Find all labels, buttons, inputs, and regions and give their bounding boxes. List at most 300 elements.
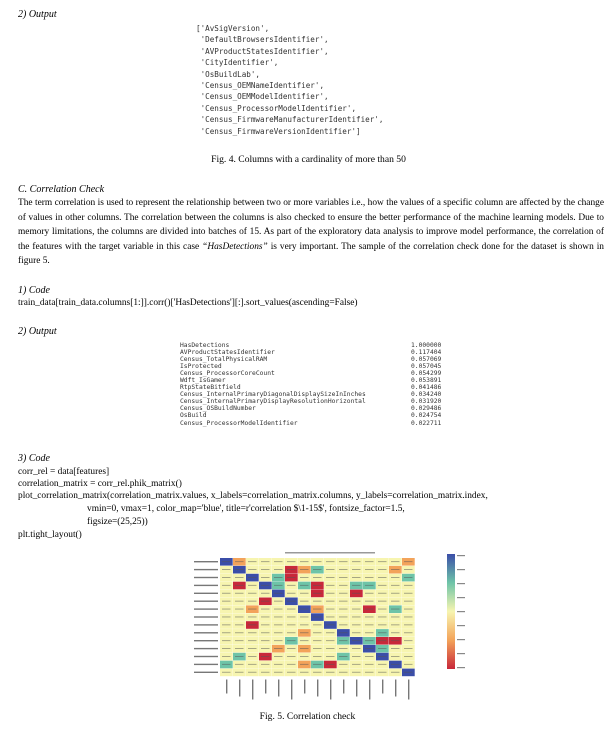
heatmap-cell-value-mark <box>274 656 283 657</box>
heatmap-cell-value-mark <box>339 561 348 562</box>
heatmap-cell-value-mark <box>352 632 361 633</box>
heatmap-cell-value-mark <box>274 561 283 562</box>
heatmap-cell-value-mark <box>378 632 387 633</box>
heatmap-cell-value-mark <box>391 585 400 586</box>
heatmap-cell-value-mark <box>339 664 348 665</box>
heatmap-x-label-mark <box>304 680 305 694</box>
heatmap-cell-value-mark <box>261 577 270 578</box>
heatmap-cell-value-mark <box>287 617 296 618</box>
heatmap-cell-value-mark <box>287 593 296 594</box>
heatmap-cell-value-mark <box>235 648 244 649</box>
heatmap-cell-value-mark <box>274 601 283 602</box>
heatmap-cell-value-mark <box>222 561 231 562</box>
heatmap-cell-value-mark <box>339 640 348 641</box>
heatmap-cell-value-mark <box>261 569 270 570</box>
heatmap-y-label-mark <box>194 585 218 586</box>
heatmap-y-label-mark <box>194 664 218 665</box>
heatmap-cell-value-mark <box>274 648 283 649</box>
heatmap-y-label-mark <box>194 577 218 578</box>
heatmap-cell-value-mark <box>391 672 400 673</box>
feature-name: Census_ProcessorModelIdentifier <box>180 419 298 427</box>
heatmap-cell-value-mark <box>300 609 309 610</box>
heatmap-cell-value-mark <box>287 664 296 665</box>
heatmap-cell-value-mark <box>339 577 348 578</box>
heatmap-cell-value-mark <box>261 656 270 657</box>
heatmap-cell-value-mark <box>404 632 413 633</box>
heatmap-cell-value-mark <box>339 632 348 633</box>
heatmap-cell-value-mark <box>391 648 400 649</box>
heatmap-y-label-mark <box>194 616 218 617</box>
feature-corr-value: 0.031920 <box>411 398 442 406</box>
heatmap-cell-value-mark <box>261 617 270 618</box>
heatmap-x-label-mark <box>317 680 318 697</box>
heatmap-x-label-mark <box>356 680 357 697</box>
paragraph-text-end: is very important. The sample of the correlation check done for the dataset is shown in figure 5. <box>18 241 604 267</box>
heatmap-cell-value-mark <box>404 648 413 649</box>
heatmap-cell-value-mark <box>365 640 374 641</box>
heatmap-x-label-mark <box>343 680 344 694</box>
heatmap-cell-value-mark <box>365 561 374 562</box>
heatmap-cell-value-mark <box>235 664 244 665</box>
heatmap-cell-value-mark <box>274 672 283 673</box>
heatmap-cell-value-mark <box>378 601 387 602</box>
heatmap-cell-value-mark <box>378 624 387 625</box>
feature-corr-value: 1.000000 <box>411 342 442 349</box>
heatmap-cell-value-mark <box>222 593 231 594</box>
column-name-line: 'Census_FirmwareManufacturerIdentifier', <box>196 115 384 125</box>
heatmap-y-label-mark <box>194 569 218 570</box>
heatmap-cell-value-mark <box>261 664 270 665</box>
column-name-line: 'AVProductStatesIdentifier', <box>196 46 329 56</box>
heatmap-cell-value-mark <box>352 577 361 578</box>
column-name-line: 'Census_OEMNameIdentifier', <box>196 81 325 91</box>
heatmap-cell-value-mark <box>365 577 374 578</box>
heatmap-cell-value-mark <box>313 664 322 665</box>
code3-line-5: figsize=(25,25)) <box>87 517 148 527</box>
heatmap-cell-value-mark <box>261 624 270 625</box>
output2-heading: 2) Output <box>18 326 57 337</box>
heatmap-x-label-mark <box>278 680 279 697</box>
heatmap-cell-value-mark <box>365 632 374 633</box>
heatmap-cell-value-mark <box>326 561 335 562</box>
heatmap-cell-value-mark <box>378 648 387 649</box>
heatmap-cell-value-mark <box>235 569 244 570</box>
fig5-caption: Fig. 5. Correlation check <box>259 711 356 722</box>
heatmap-cell-value-mark <box>352 656 361 657</box>
heatmap-cell-value-mark <box>222 585 231 586</box>
heatmap-cell-value-mark <box>235 561 244 562</box>
heatmap-cell-value-mark <box>404 593 413 594</box>
heatmap-cell-value-mark <box>378 609 387 610</box>
heatmap-cell-value-mark <box>261 609 270 610</box>
heatmap-cell-value-mark <box>365 672 374 673</box>
heatmap-cell-value-mark <box>261 672 270 673</box>
heatmap-x-label-mark <box>408 680 409 700</box>
heatmap-cell-value-mark <box>326 656 335 657</box>
heatmap-cell-value-mark <box>222 664 231 665</box>
heatmap-y-label-mark <box>194 656 218 657</box>
colorbar-tick-mark <box>457 611 465 612</box>
heatmap-cell-value-mark <box>274 593 283 594</box>
feature-name: Wdft_IsGamer <box>180 377 226 385</box>
heatmap-cell-value-mark <box>313 624 322 625</box>
heatmap-x-label-mark <box>291 680 292 700</box>
heatmap-x-label-mark <box>239 680 240 697</box>
heatmap-cell-value-mark <box>248 561 257 562</box>
heatmap-cell-value-mark <box>261 561 270 562</box>
heatmap-cell-value-mark <box>222 617 231 618</box>
column-name-line: 'CityIdentifier', <box>196 58 279 68</box>
heatmap-cell-value-mark <box>300 617 309 618</box>
heatmap-cell-value-mark <box>300 561 309 562</box>
heatmap-cell-value-mark <box>235 593 244 594</box>
heatmap-cell-value-mark <box>313 593 322 594</box>
heatmap-cell-value-mark <box>365 585 374 586</box>
heatmap-cell-value-mark <box>300 577 309 578</box>
heatmap-cell-value-mark <box>287 632 296 633</box>
heatmap-cell-value-mark <box>300 656 309 657</box>
heatmap-x-label-mark <box>395 680 396 697</box>
column-name-line: 'DefaultBrowsersIdentifier', <box>196 35 329 45</box>
column-name-line: ['AvSigVersion', <box>196 24 270 33</box>
heatmap-cell-value-mark <box>248 656 257 657</box>
heatmap-cell-value-mark <box>287 561 296 562</box>
heatmap-cell-value-mark <box>378 593 387 594</box>
heatmap-y-label-mark <box>194 632 218 633</box>
heatmap-cell-value-mark <box>326 617 335 618</box>
heatmap-cell-value-mark <box>261 585 270 586</box>
heatmap-cell-value-mark <box>248 672 257 673</box>
heatmap-cell-value-mark <box>339 585 348 586</box>
heatmap-cell-value-mark <box>222 569 231 570</box>
heatmap-cell-value-mark <box>248 609 257 610</box>
heatmap-cell-value-mark <box>391 601 400 602</box>
code3-line-6: plt.tight_layout() <box>18 530 82 540</box>
heatmap-cell-value-mark <box>339 624 348 625</box>
heatmap-cell-value-mark <box>378 585 387 586</box>
output-heading-top: 2) Output <box>18 9 57 20</box>
feature-corr-value: 0.022711 <box>411 419 442 427</box>
heatmap-cell-value-mark <box>313 672 322 673</box>
heatmap-cell-value-mark <box>352 585 361 586</box>
heatmap-cell-value-mark <box>222 609 231 610</box>
heatmap-cell-value-mark <box>404 624 413 625</box>
heatmap-cell-value-mark <box>235 601 244 602</box>
heatmap-cell-value-mark <box>339 648 348 649</box>
colorbar-tick-mark <box>457 597 465 598</box>
heatmap-cell-value-mark <box>404 617 413 618</box>
heatmap-y-label-mark <box>194 593 218 594</box>
heatmap-cell-value-mark <box>235 672 244 673</box>
heatmap-cell-value-mark <box>235 624 244 625</box>
heatmap-cell-value-mark <box>300 640 309 641</box>
colorbar-tick-mark <box>457 555 465 556</box>
heatmap-y-label-mark <box>194 601 218 602</box>
heatmap-cell-value-mark <box>235 617 244 618</box>
heatmap-cell-value-mark <box>378 656 387 657</box>
heatmap-cell-value-mark <box>313 577 322 578</box>
feature-name: Census_ProcessorCoreCount <box>180 370 275 378</box>
heatmap-cell-value-mark <box>313 640 322 641</box>
heatmap-cell-value-mark <box>391 561 400 562</box>
heatmap-cell-value-mark <box>274 624 283 625</box>
heatmap-y-label-mark <box>194 648 218 649</box>
heatmap-cell-value-mark <box>404 585 413 586</box>
heatmap-cell-value-mark <box>391 593 400 594</box>
paragraph-text: The term correlation is used to represent the relationship between two or more variables i.e., how the values of a specific column are affected by the change of values in other columns. The correlation between the columns is also checked to ensure the better performance of the machine learning models. Due to memory limitations, the columns are divided into batches of 15. As part of the exploratory data analysis to improve model performance, the correlation of the features with the target variable in this case <box>18 198 604 252</box>
heatmap-cell-value-mark <box>274 585 283 586</box>
feature-corr-value: 0.054299 <box>411 370 442 378</box>
heatmap-cell-value-mark <box>326 664 335 665</box>
code3-line-2: correlation_matrix = corr_rel.phik_matrix() <box>18 479 182 489</box>
feature-name: Census_OSBuildNumber <box>180 405 256 413</box>
heatmap-cell-value-mark <box>300 624 309 625</box>
paragraph-emphasis: “HasDetections” <box>202 241 268 252</box>
heatmap-cell-value-mark <box>404 561 413 562</box>
heatmap-cell-value-mark <box>365 617 374 618</box>
heatmap-cell-value-mark <box>391 640 400 641</box>
heatmap-cell-value-mark <box>274 632 283 633</box>
heatmap-cell-value-mark <box>391 656 400 657</box>
column-name-line: 'Census_ProcessorModelIdentifier', <box>196 103 357 113</box>
heatmap-cell-value-mark <box>313 632 322 633</box>
heatmap-cell-value-mark <box>261 601 270 602</box>
heatmap-cell-value-mark <box>235 585 244 586</box>
heatmap-cell-value-mark <box>339 617 348 618</box>
heatmap-cell-value-mark <box>222 577 231 578</box>
heatmap-x-label-mark <box>382 680 383 694</box>
heatmap-cell-value-mark <box>248 601 257 602</box>
correlation-feature-names <box>180 342 366 427</box>
heatmap-cell-value-mark <box>326 640 335 641</box>
code3-line-3: plot_correlation_matrix(correlation_matrix.values, x_labels=correlation_matrix.columns, y_labels=correlation_matrix.index, <box>18 491 488 501</box>
code1-heading: 1) Code <box>18 285 50 296</box>
heatmap-cell-value-mark <box>391 664 400 665</box>
heatmap-cell-value-mark <box>378 577 387 578</box>
heatmap-cell-value-mark <box>404 656 413 657</box>
heatmap-cell-value-mark <box>365 624 374 625</box>
heatmap-cell-value-mark <box>313 561 322 562</box>
heatmap-cell-value-mark <box>235 609 244 610</box>
heatmap-cell-value-mark <box>261 632 270 633</box>
heatmap-cell-value-mark <box>313 609 322 610</box>
heatmap-x-label-mark <box>330 680 331 700</box>
heatmap-cell-value-mark <box>391 577 400 578</box>
heatmap-cell-value-mark <box>378 664 387 665</box>
heatmap-x-label-mark <box>226 680 227 694</box>
heatmap-y-label-mark <box>194 624 218 625</box>
heatmap-cell-value-mark <box>274 640 283 641</box>
code1-line: train_data[train_data.columns[1:]].corr()['HasDetections'][:].sort_values(ascending=False) <box>18 298 358 308</box>
feature-corr-value: 0.041486 <box>411 384 442 392</box>
heatmap-cell-value-mark <box>339 656 348 657</box>
heatmap-cell-value-mark <box>300 593 309 594</box>
heatmap-cell-value-mark <box>222 624 231 625</box>
heatmap-cell-value-mark <box>378 569 387 570</box>
code3-line-4: vmin=0, vmax=1, color_map='blue', title=r'correlation $\1-15$', fontsize_factor=1.5, <box>87 504 405 514</box>
heatmap-cell-value-mark <box>326 672 335 673</box>
heatmap-cell-value-mark <box>235 640 244 641</box>
heatmap-cell-value-mark <box>313 569 322 570</box>
heatmap-cell-value-mark <box>248 648 257 649</box>
heatmap-cell-value-mark <box>222 648 231 649</box>
heatmap-cell-value-mark <box>261 648 270 649</box>
heatmap-cell-value-mark <box>352 561 361 562</box>
heatmap-cell-value-mark <box>300 569 309 570</box>
colorbar-tick-mark <box>457 639 465 640</box>
heatmap-cell-value-mark <box>313 601 322 602</box>
heatmap-cell-value-mark <box>365 664 374 665</box>
colorbar-tick-mark <box>457 653 465 654</box>
heatmap-y-label-mark <box>194 672 218 673</box>
heatmap-cell-value-mark <box>339 569 348 570</box>
heatmap-cell-value-mark <box>352 648 361 649</box>
heatmap-cell-value-mark <box>404 664 413 665</box>
heatmap-cell-value-mark <box>352 593 361 594</box>
heatmap-cell-value-mark <box>326 585 335 586</box>
feature-corr-value: 0.057045 <box>411 363 442 371</box>
fig4-caption: Fig. 4. Columns with a cardinality of more than 50 <box>211 154 406 165</box>
heatmap-cell-value-mark <box>404 672 413 673</box>
heatmap-cell-value-mark <box>391 632 400 633</box>
heatmap-colorbar <box>446 553 468 671</box>
heatmap-cell-value-mark <box>287 640 296 641</box>
column-name-line: 'Census_OEMModelIdentifier', <box>196 92 329 102</box>
code3-line-1: corr_rel = data[features] <box>18 467 110 477</box>
heatmap-cell-value-mark <box>365 593 374 594</box>
heatmap-cell-value-mark <box>352 672 361 673</box>
heatmap-cell-value-mark <box>391 617 400 618</box>
colorbar-tick-mark <box>457 583 465 584</box>
heatmap-cell-value-mark <box>378 672 387 673</box>
heatmap-cell-value-mark <box>248 664 257 665</box>
heatmap-cell-value-mark <box>365 601 374 602</box>
heatmap-cell-value-mark <box>222 640 231 641</box>
heatmap-cell-value-mark <box>326 624 335 625</box>
heatmap-cell-value-mark <box>326 609 335 610</box>
heatmap-cell-value-mark <box>313 585 322 586</box>
column-name-line: 'OsBuildLab', <box>196 69 261 79</box>
heatmap-cell-value-mark <box>274 617 283 618</box>
heatmap-cell-value-mark <box>378 617 387 618</box>
feature-name: Census_InternalPrimaryDiagonalDisplaySizeInInches <box>180 391 366 399</box>
feature-name: HasDetections <box>180 342 230 349</box>
heatmap-cell-value-mark <box>248 640 257 641</box>
heatmap-cell-value-mark <box>378 561 387 562</box>
column-name-line: 'Census_FirmwareVersionIdentifier'] <box>196 126 361 136</box>
heatmap-cell-value-mark <box>365 609 374 610</box>
heatmap-cell-value-mark <box>287 648 296 649</box>
heatmap-cell-value-mark <box>287 585 296 586</box>
heatmap-cell-value-mark <box>248 577 257 578</box>
heatmap-cell-value-mark <box>313 617 322 618</box>
heatmap-cell-value-mark <box>352 601 361 602</box>
heatmap-cell-value-mark <box>326 569 335 570</box>
heatmap-cell-value-mark <box>326 648 335 649</box>
heatmap-cell-value-mark <box>365 648 374 649</box>
heatmap-cell-value-mark <box>313 656 322 657</box>
heatmap-cell-value-mark <box>378 640 387 641</box>
heatmap-cell-value-mark <box>222 601 231 602</box>
heatmap-cell-value-mark <box>300 585 309 586</box>
colorbar-tick-mark <box>457 569 465 570</box>
heatmap-cell-value-mark <box>222 632 231 633</box>
heatmap-cell-value-mark <box>352 617 361 618</box>
heatmap-x-label-mark <box>369 680 370 700</box>
heatmap-cell-value-mark <box>235 656 244 657</box>
heatmap-cell-value-mark <box>274 609 283 610</box>
feature-corr-value: 0.024754 <box>411 412 442 420</box>
heatmap-cell-value-mark <box>404 609 413 610</box>
heatmap-cell-value-mark <box>300 648 309 649</box>
heatmap-cell-value-mark <box>287 672 296 673</box>
feature-corr-value: 0.029486 <box>411 405 442 413</box>
heatmap-cell-value-mark <box>352 640 361 641</box>
heatmap-cell-value-mark <box>352 569 361 570</box>
heatmap-cell-value-mark <box>287 569 296 570</box>
colorbar-tick-mark <box>457 625 465 626</box>
heatmap-cell-value-mark <box>261 640 270 641</box>
heatmap-cell-value-mark <box>404 601 413 602</box>
heatmap-cell-value-mark <box>365 569 374 570</box>
heatmap-cell-value-mark <box>235 577 244 578</box>
feature-name: Census_TotalPhysicalRAM <box>180 356 268 364</box>
heatmap-cell-value-mark <box>248 593 257 594</box>
heatmap-cell-value-mark <box>300 601 309 602</box>
heatmap-cell-value-mark <box>352 664 361 665</box>
heatmap-x-label-mark <box>265 680 266 694</box>
heatmap-cell-value-mark <box>365 656 374 657</box>
heatmap-cell-value-mark <box>326 593 335 594</box>
heatmap-cell-value-mark <box>326 601 335 602</box>
feature-corr-value: 0.057069 <box>411 356 442 364</box>
heatmap-cell-value-mark <box>287 609 296 610</box>
code3-heading: 3) Code <box>18 453 50 464</box>
heatmap-cell-value-mark <box>339 609 348 610</box>
heatmap-cell-value-mark <box>404 569 413 570</box>
heatmap-y-label-mark <box>194 561 218 562</box>
heatmap-cell-value-mark <box>261 593 270 594</box>
heatmap-cell-value-mark <box>248 569 257 570</box>
feature-name: RtpStateBitfield <box>180 384 241 392</box>
heatmap-cell-value-mark <box>313 648 322 649</box>
heatmap-cell-value-mark <box>222 672 231 673</box>
heatmap-cell-value-mark <box>248 585 257 586</box>
feature-corr-value: 0.034240 <box>411 391 442 399</box>
correlation-paragraph <box>18 196 604 269</box>
colorbar-tick-mark <box>457 667 465 668</box>
heatmap-cell-value-mark <box>287 656 296 657</box>
heatmap-y-label-mark <box>194 640 218 641</box>
heatmap-cell-value-mark <box>287 601 296 602</box>
heatmap-cell-value-mark <box>300 664 309 665</box>
section-c-heading: C. Correlation Check <box>18 184 105 195</box>
heatmap-cell-value-mark <box>248 632 257 633</box>
heatmap-cell-value-mark <box>235 632 244 633</box>
heatmap-cell-value-mark <box>404 577 413 578</box>
heatmap-cell-value-mark <box>339 672 348 673</box>
heatmap-cell-value-mark <box>274 569 283 570</box>
feature-name: IsProtected <box>180 363 222 371</box>
heatmap-cell-value-mark <box>339 593 348 594</box>
heatmap-cell-value-mark <box>287 624 296 625</box>
heatmap-title-mark <box>285 552 375 554</box>
heatmap-cell-value-mark <box>352 609 361 610</box>
heatmap-cell-value-mark <box>274 664 283 665</box>
heatmap-cell-value-mark <box>300 672 309 673</box>
heatmap-cell-value-mark <box>339 601 348 602</box>
heatmap-cell-value-mark <box>391 624 400 625</box>
